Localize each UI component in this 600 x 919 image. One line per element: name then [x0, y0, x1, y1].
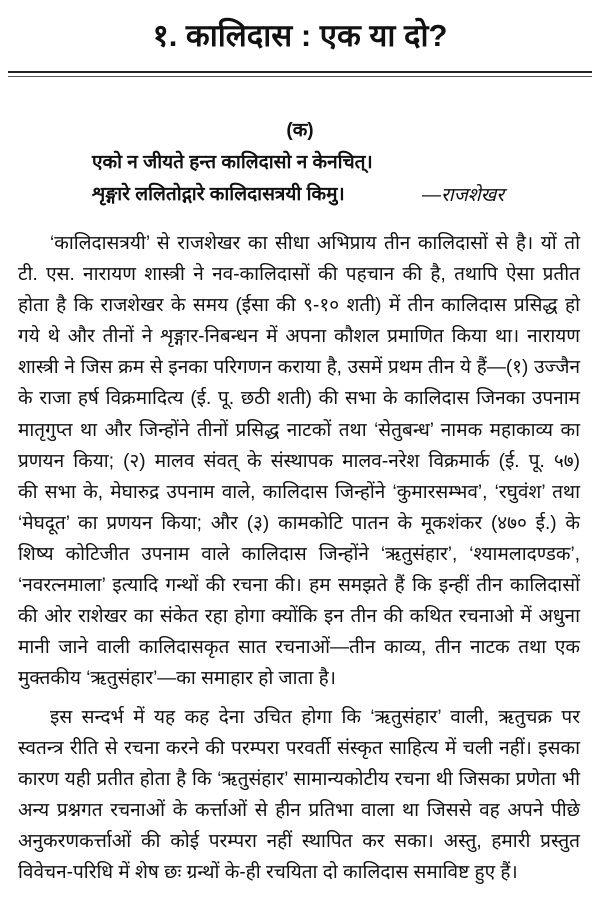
text-line: ‘मेघदूत’ का प्रणयन किया; और (३) कामकोटि पातन के मूकशंकर (४७० ई.) के	[18, 512, 580, 534]
text-line: होता है कि राजशेखर के समय (ईसा की ९-१० शती) में तीन कालिदास प्रसिद्ध हो	[18, 295, 580, 317]
text-line: शिष्य कोटिजीत उपनाम वाले कालिदास जिन्होंने ‘ऋतुसंहार’, ‘श्यामलादण्डक’,	[18, 543, 580, 565]
text-line: प्रणयन किया; (२) मालव संवत् के संस्थापक मालव-नरेश विक्रमार्क (ई. पू. ५७)	[18, 450, 580, 472]
title-divider	[8, 71, 592, 77]
section-label: (क)	[286, 120, 314, 141]
text-line: इस सन्दर्भ में यह कह देना उचित होगा कि ‘ऋतुसंहार’ वाली, ऋतुचक्र पर	[50, 707, 580, 728]
text-line: अन्य प्रश्नगत रचनाओं के कर्त्ताओं से हीन प्रतिभा वाला था जिससे वह अपने पीछे	[18, 800, 580, 822]
chapter-title: १. कालिदास : एक या दो?	[152, 18, 448, 53]
text-line: स्वतन्त्र रीति से रचना करने की परम्परा परवर्ती संस्कृत साहित्य में चली नहीं। इसका	[18, 738, 580, 760]
text-line: की सभा के, मेघारुद्र उपनाम वाले, कालिदास जिन्होंने ‘कुमारसम्भव’, ‘रघुवंश’ तथा	[18, 481, 580, 503]
text-line: ‘नवरत्नमाला’ इत्यादि गन्थों की रचना की। हम समझते हैं कि इन्हीं तीन कालिदासों	[18, 575, 580, 597]
text-line: मुक्तकीय ‘ऋतुसंहार’—का समाहार हो जाता है।	[18, 668, 336, 690]
text-line: कारण यही प्रतीत होता है कि ‘ऋतुसंहार’ सामान्यकोटीय रचना थी जिसका प्रणेता भी	[18, 769, 580, 791]
text-line: के राजा हर्ष विक्रमादित्य (ई. पू. छठी शती) की सभा के कालिदास जिनका उपनाम	[18, 388, 580, 410]
text-line: विवेचन-परिधि में शेष छः ग्रन्थों के-ही रचयिता दो कालिदास समाविष्ट हुए हैं।	[18, 862, 518, 884]
verse-attribution: —राजशेखर	[422, 185, 505, 206]
text-line: की ओर राशेखर का संकेत रहा होगा क्योंकि इन तीन की कथित रचनाओ में अधुना	[18, 606, 580, 628]
paragraph-2	[18, 702, 580, 889]
text-line: गये थे और तीनों ने शृङ्गार-निबन्धन में अपना कौशल प्रमाणित किया था। नारायण	[18, 326, 580, 348]
text-line: टी. एस. नारायण शास्त्री ने नव-कालिदासों की पहचान की है, तथापि ऐसा प्रतीत	[18, 264, 580, 286]
paragraph-1	[18, 228, 580, 694]
text-line: ‘कालिदासत्रयी’ से राजशेखर का सीधा अभिप्राय तीन कालिदासों से है। यों तो	[50, 233, 580, 254]
text-line: मानी जाने वाली कालिदासकृत सात रचनाओं—तीन काव्य, तीन नाटक तथा एक	[18, 637, 580, 659]
text-line: अनुकरणकर्त्ताओं की कोई परम्परा नहीं स्थापित कर सका। अस्तु, हमारी प्रस्तुत	[18, 831, 580, 853]
text-line: मातृगुप्त था और जिन्होंने तीनों प्रसिद्ध नाटकों तथा ‘सेतुबन्ध’ नामक महाकाव्य का	[18, 419, 580, 441]
text-line: शास्त्री ने जिस क्रम से इनका परिगणन कराया है, उसमें प्रथम तीन ये हैं—(१) उज्जैन	[18, 357, 580, 379]
verse-line: शृङ्गारे ललितोद्गारे कालिदासत्रयी किमु।	[92, 184, 345, 205]
verse-line: एको न जीयते हन्त कालिदासो न केनचित्।	[92, 152, 373, 173]
